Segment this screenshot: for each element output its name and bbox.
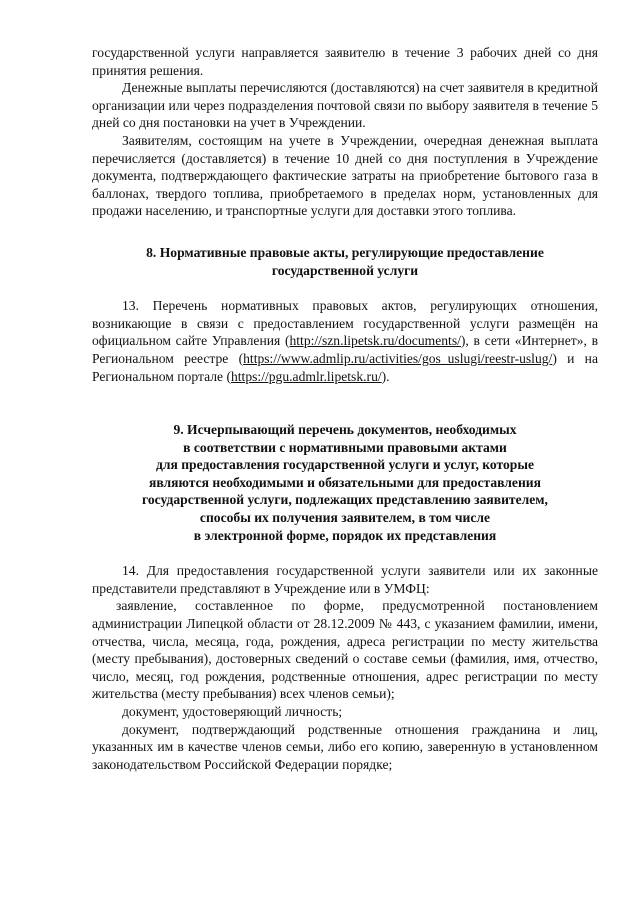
paragraph-13-text-3: ) и на Региональном портале ( (92, 350, 598, 384)
paragraph-registered-applicants: Заявителям, состоящим на учете в Учреждении, очередная денежная выплата перечисляется (доставляется) в течение 10 дней со дня поступления в Учреждение документа, подтверждающего фактические затраты на приобретение бытового газа в баллонах, твердого топлива, приобретаемого в пределах норм, установленных для продажи населению, и транспортные услуги для доставки этого топлива. (92, 132, 598, 219)
paragraph-continuation: государственной услуги направляется заявителю в течение 3 рабочих дней со дня принятия решения. (92, 45, 598, 78)
section-9-title-line-3: для предоставления государственной услуги и услуг, которые (155, 457, 535, 473)
link-regional-portal[interactable]: https://pgu.admlr.lipetsk.ru/ (230, 368, 382, 384)
section-9-title-line-2: в соответствии с нормативными правовыми актами (183, 439, 507, 455)
link-szn-documents[interactable]: http://szn.lipetsk.ru/documents/ (289, 333, 461, 349)
list-item-identity-document: документ, удостоверяющий личность; (122, 704, 343, 719)
section-8-title-line-2: государственной услуги (271, 262, 419, 278)
section-9-title-line-6: способы их получения заявителем, в том числе (199, 510, 491, 526)
list-item-kinship-document: документ, подтверждающий родственные отношения гражданина и лиц, указанных им в качестве членов семьи, либо его копию, заверенную в установленном законодательством Российской Федерации порядке; (92, 721, 598, 772)
section-9-title-line-7: в электронной форме, порядок их представления (193, 527, 497, 543)
link-admlip-registry[interactable]: https://www.admlip.ru/activities/gos_uslugi/reestr-uslug/ (243, 350, 553, 366)
section-9-heading (92, 421, 598, 544)
paragraph-14: 14. Для предоставления государственной услуги заявители или их законные представители представляют в Учреждение или в УМФЦ: (92, 563, 598, 596)
list-item-application: заявление, составленное по форме, предусмотренной постановлением администрации Липецкой области от 28.12.2009 № 443, с указанием фамилии, имени, отчества, числа, месяца, года, рождения, адреса регистрации по месту жительства (месту пребывания), достоверных сведений о составе семьи (фамилия, имя, отчество, число, месяц, год рождения, родственные отношения, адрес регистрации по месту жительства (месту пребывания) всех членов семьи); (92, 598, 598, 702)
document-page (92, 44, 598, 773)
section-9-title-line-1: 9. Исчерпывающий перечень документов, необходимых (173, 422, 517, 438)
paragraph-13 (92, 297, 598, 385)
paragraph-13-text-2: ), в сети «Интернет», в Региональном реестре ( (92, 333, 598, 366)
section-9-title-line-4: являются необходимыми и обязательными для предоставления (149, 474, 541, 490)
section-9-title-line-5: государственной услуги, подлежащих представлению заявителем, (142, 492, 548, 508)
section-8-heading (92, 244, 598, 279)
paragraph-13-text-1: 13. Перечень нормативных правовых актов, регулирующих отношения, возникающие в связи с предоставлением государственной услуги размещён на официальном сайте Управления ( (92, 298, 598, 349)
section-8-title-line-1: 8. Нормативные правовые акты, регулирующие предоставление (146, 244, 544, 260)
paragraph-13-text-4: ). (381, 368, 390, 384)
paragraph-payments: Денежные выплаты перечисляются (доставляются) на счет заявителя в кредитной организации или через подразделения почтовой связи по выбору заявителя в течение 5 дней со дня постановки на учет в Учреждении. (92, 80, 598, 131)
